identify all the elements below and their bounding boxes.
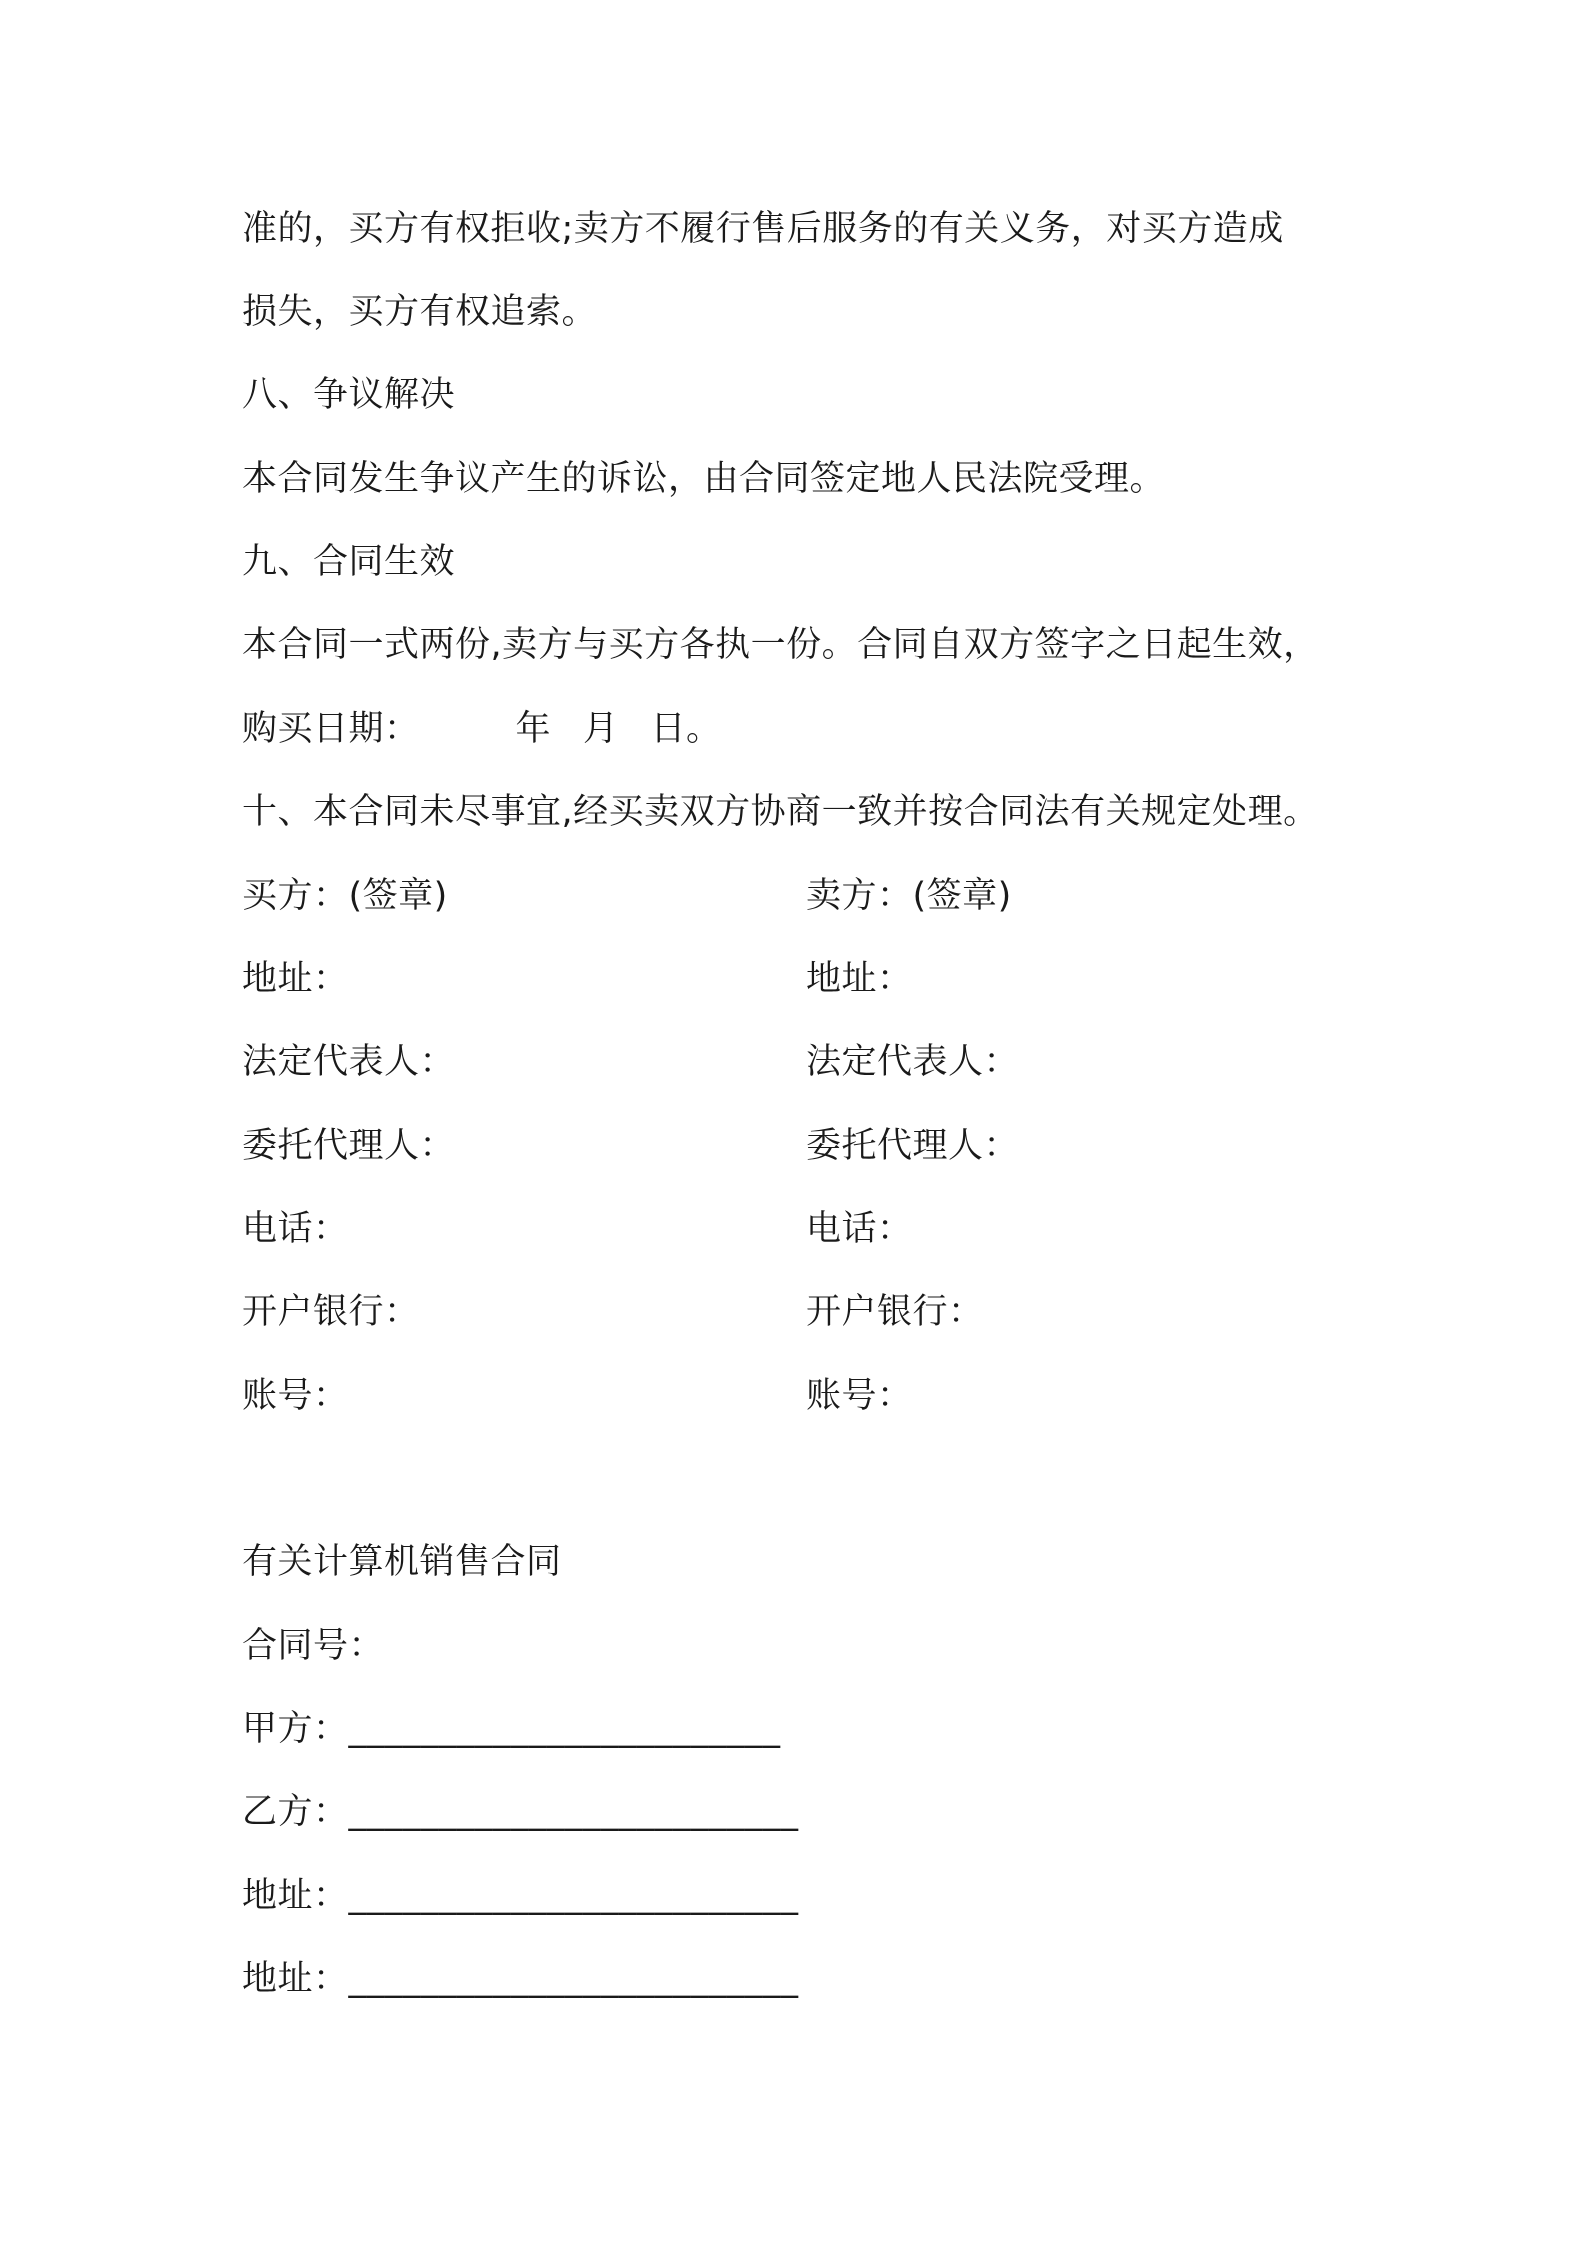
seller-phone: 电话： <box>806 1209 913 1249</box>
seller-agent: 委托代理人： <box>806 1126 1020 1166</box>
date-year: 年 <box>515 709 552 749</box>
buyer-bank: 开户银行： <box>242 1292 420 1332</box>
seller-address: 地址： <box>806 959 913 999</box>
seller-account: 账号： <box>806 1376 913 1416</box>
party-a-field: 甲方：________________________ <box>242 1709 781 1749</box>
paragraph-line: 损失，买方有权追索。 <box>242 292 598 332</box>
buyer-legal-rep: 法定代表人： <box>242 1042 456 1082</box>
address-field: 地址：_________________________ <box>242 1876 799 1916</box>
seller-sign: 卖方：(签章) <box>806 876 1012 916</box>
section-heading: 九、合同生效 <box>242 542 456 582</box>
paragraph-line: 准的，买方有权拒收;卖方不履行售后服务的有关义务，对买方造成 <box>242 209 1284 249</box>
paragraph-line: 本合同一式两份,卖方与买方各执一份。合同自双方签字之日起生效， <box>242 625 1319 665</box>
contract-title: 有关计算机销售合同 <box>242 1542 562 1582</box>
date-month: 月 <box>583 709 619 749</box>
buyer-sign: 买方：(签章) <box>242 876 448 916</box>
date-day: 日。 <box>650 709 722 749</box>
seller-bank: 开户银行： <box>806 1292 984 1332</box>
buyer-phone: 电话： <box>242 1209 349 1249</box>
address-field: 地址：_________________________ <box>242 1959 799 1999</box>
purchase-date-label: 购买日期： <box>242 709 420 749</box>
contract-number: 合同号： <box>242 1626 385 1666</box>
purchase-date-line <box>242 705 722 753</box>
buyer-account: 账号： <box>242 1376 349 1416</box>
seller-legal-rep: 法定代表人： <box>806 1042 1020 1082</box>
party-b-field: 乙方：_________________________ <box>242 1792 799 1832</box>
paragraph-line: 本合同发生争议产生的诉讼，由合同签定地人民法院受理。 <box>242 459 1166 499</box>
buyer-address: 地址： <box>242 959 349 999</box>
section-heading: 八、争议解决 <box>242 375 456 415</box>
paragraph-line: 十、本合同未尽事宜,经买卖双方协商一致并按合同法有关规定处理。 <box>242 792 1319 832</box>
buyer-agent: 委托代理人： <box>242 1126 456 1166</box>
